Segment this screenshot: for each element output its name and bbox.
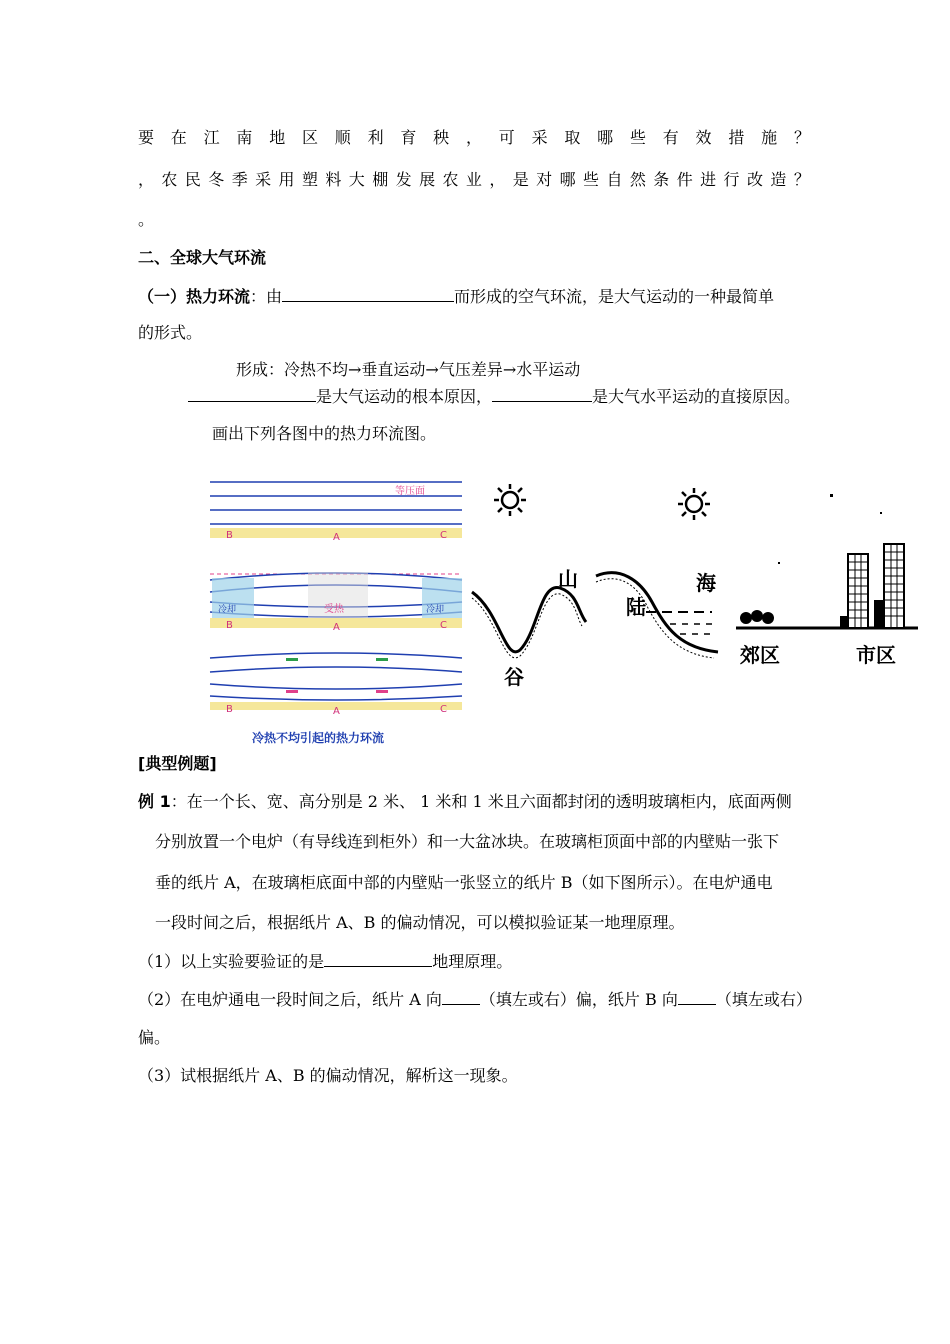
- char: 进: [700, 170, 717, 189]
- isobar-label: 等压面: [395, 486, 425, 497]
- char: 展: [419, 170, 436, 189]
- char: 季: [231, 170, 248, 189]
- char: ？: [793, 128, 810, 147]
- question-3: （3）试根据纸片 A、B 的偏动情况，解析这一现象。: [138, 1066, 518, 1085]
- example-1-line-4: 一段时间之后，根据纸片 A、B 的偏动情况，可以模拟验证某一地理原理。: [155, 913, 685, 932]
- char: 件: [676, 170, 693, 189]
- suburb-city-diagram: [736, 544, 918, 667]
- point-a-2: A: [333, 622, 340, 633]
- char: 哪: [559, 170, 576, 189]
- blank-q2-a[interactable]: [442, 988, 480, 1005]
- char: 塑: [301, 170, 318, 189]
- char: 改: [746, 170, 763, 189]
- char: 要: [138, 128, 155, 147]
- char: 区: [301, 128, 318, 147]
- question-2-text-a: （2）在电炉通电一段时间之后，纸片 A 向: [138, 990, 442, 1009]
- char: 哪: [597, 128, 614, 147]
- building-icon: [848, 544, 904, 628]
- char: 可: [498, 128, 515, 147]
- char: 措: [728, 128, 745, 147]
- char: ？: [793, 170, 810, 189]
- cause-text-a: 是大气运动的根本原因，: [316, 387, 493, 406]
- char: 行: [723, 170, 740, 189]
- question-line-1: [138, 128, 810, 148]
- cold-label-left: 冷却: [218, 605, 237, 615]
- blank-3[interactable]: [492, 385, 592, 402]
- question-2: [138, 988, 812, 1010]
- draw-instruction: 画出下列各图中的热力环流图。: [212, 424, 437, 443]
- subsection-text-c: 的形式。: [138, 323, 203, 342]
- point-a-3: A: [333, 706, 340, 717]
- cold-label-right: 冷却: [426, 605, 445, 615]
- char: ，: [138, 170, 155, 189]
- question-line-2: [138, 170, 810, 190]
- char: 条: [653, 170, 670, 189]
- char: 民: [184, 170, 201, 189]
- char: 采: [255, 170, 272, 189]
- city-label: 市区: [856, 643, 896, 667]
- char: ，: [465, 128, 482, 147]
- blank-q1[interactable]: [324, 950, 432, 967]
- char: 些: [583, 170, 600, 189]
- char: 对: [536, 170, 553, 189]
- char: 冬: [208, 170, 225, 189]
- char: 发: [395, 170, 412, 189]
- point-c-2: C: [440, 620, 447, 631]
- question-2-text-c: （填左或右）: [715, 990, 812, 1009]
- char: 地: [269, 128, 286, 147]
- char: 用: [278, 170, 295, 189]
- panel-circulation: [210, 653, 462, 745]
- suburb-label: 郊区: [740, 643, 780, 667]
- example-1-line-1: [138, 792, 792, 812]
- question-2-end: 偏。: [138, 1028, 171, 1047]
- point-c-3: C: [440, 704, 447, 715]
- subsection-heading: （一）热力环流: [138, 287, 251, 306]
- cause-text-b: 是大气水平运动的直接原因。: [592, 387, 801, 406]
- question-1-text-b: 地理原理。: [432, 952, 513, 971]
- char: 些: [629, 128, 646, 147]
- question-2-text-b: （填左或右）偏，纸片 B 向: [479, 990, 678, 1009]
- point-b-3: B: [226, 704, 233, 715]
- point-c-1: C: [440, 530, 447, 541]
- point-b-1: B: [226, 530, 233, 541]
- valley-label: 谷: [504, 665, 524, 689]
- mountain-valley-diagram: [472, 567, 586, 689]
- question-1: [138, 950, 512, 972]
- thermal-circulation-figure: [200, 462, 920, 752]
- question-line-3: 。: [138, 210, 155, 229]
- char: ，: [489, 170, 506, 189]
- sun-icon: [494, 484, 526, 516]
- examples-header: [典型例题]: [138, 754, 217, 773]
- char: 造: [770, 170, 787, 189]
- sea-label: 海: [696, 571, 716, 595]
- blank-q2-b[interactable]: [678, 988, 716, 1005]
- panel-heating: [210, 572, 462, 633]
- char: 料: [325, 170, 342, 189]
- example-1-text-1: ：在一个长、宽、高分别是 2 米、 1 米和 1 米且六面都封闭的透明玻璃柜内，底面两侧: [170, 792, 792, 811]
- char: 取: [564, 128, 581, 147]
- char: 棚: [372, 170, 389, 189]
- char: 有: [662, 128, 679, 147]
- tree-icon: [740, 610, 774, 624]
- char: 秧: [433, 128, 450, 147]
- blank-1[interactable]: [282, 285, 454, 302]
- char: 业: [465, 170, 482, 189]
- panel-uniform: [210, 482, 462, 543]
- land-sea-diagram: [596, 571, 718, 658]
- char: 采: [531, 128, 548, 147]
- subsection-text-b: 而形成的空气环流，是大气运动的一种最简单: [454, 287, 775, 306]
- mountain-label: 山: [558, 567, 578, 591]
- char: 大: [348, 170, 365, 189]
- section-title: 二、全球大气环流: [138, 248, 267, 267]
- point-a-1: A: [333, 532, 340, 543]
- example-1-line-2: 分别放置一个电炉（有导线连到柜外）和一大盆冰块。在玻璃柜顶面中部的内壁贴一张下: [155, 832, 780, 851]
- land-label: 陆: [626, 595, 646, 619]
- char: 顺: [334, 128, 351, 147]
- char: 南: [236, 128, 253, 147]
- figure-caption: 冷热不均引起的热力环流: [252, 731, 385, 745]
- char: 然: [629, 170, 646, 189]
- char: 农: [442, 170, 459, 189]
- blank-2[interactable]: [188, 385, 316, 402]
- char: 江: [203, 128, 220, 147]
- moon-icon: [860, 476, 870, 492]
- subsection-text-a: ：由: [250, 287, 283, 306]
- char: 是: [512, 170, 529, 189]
- char: 在: [170, 128, 187, 147]
- example-1-line-3: 垂的纸片 A，在玻璃柜底面中部的内壁贴一张竖立的纸片 B（如下图所示）。在电炉通电: [155, 873, 773, 892]
- char: 育: [400, 128, 417, 147]
- question-1-text-a: （1）以上实验要验证的是: [138, 952, 325, 971]
- char: 自: [606, 170, 623, 189]
- formation-text: 形成：冷热不均→垂直运动→气压差异→水平运动: [236, 360, 581, 379]
- char: 农: [161, 170, 178, 189]
- char: 施: [761, 128, 778, 147]
- char: 效: [695, 128, 712, 147]
- point-b-2: B: [226, 620, 233, 631]
- cause-line: [188, 385, 800, 407]
- sun-icon: [678, 488, 710, 520]
- example-1-label: 例 1: [138, 792, 171, 811]
- hot-label: 受热: [324, 604, 344, 615]
- subsection-thermal-circulation: [138, 285, 774, 307]
- char: 利: [367, 128, 384, 147]
